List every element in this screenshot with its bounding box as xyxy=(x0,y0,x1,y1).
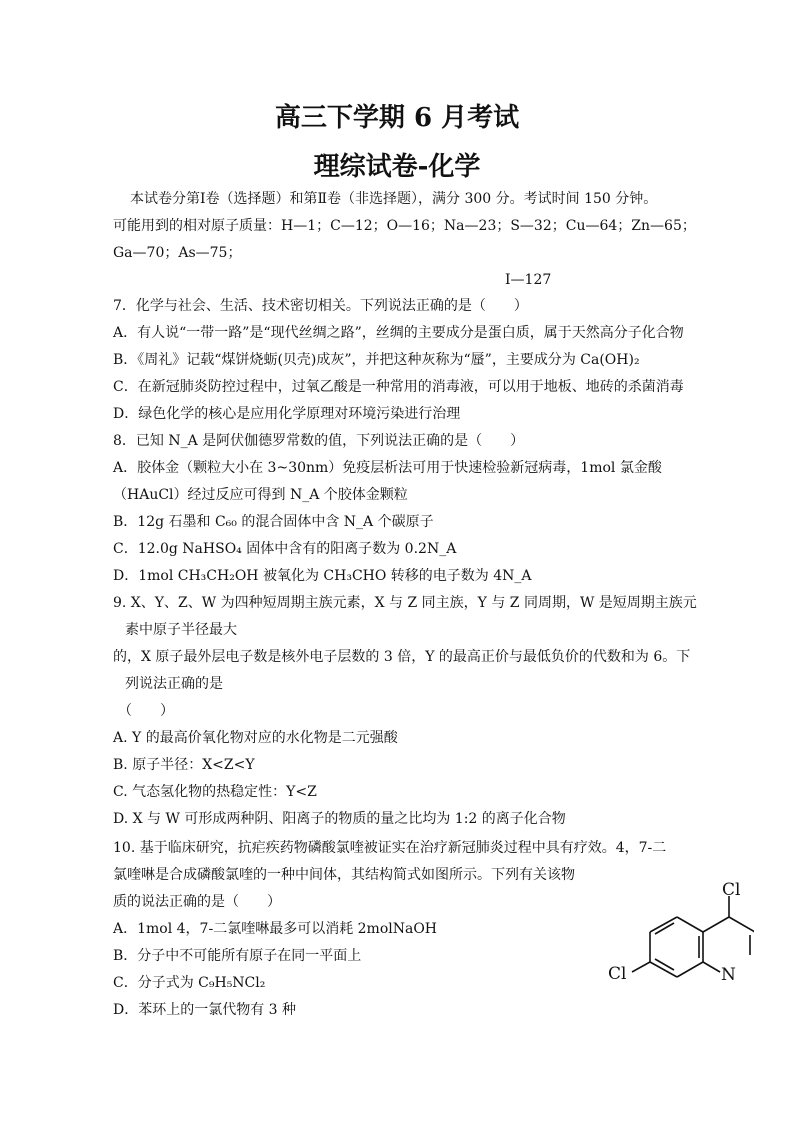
question-7-option-a: A．有人说“一带一路”是“现代丝绸之路”，丝绸的主要成分是蛋白质，属于天然高分子化合物 xyxy=(113,325,684,341)
question-8-option-a: A．胶体金（颗粒大小在 3~30nm）免疫层析法可用于快速检验新冠病毒，1mol 氯金酸 xyxy=(113,460,662,476)
question-9-stem: 素中原子半径最大 xyxy=(125,622,237,638)
question-8-stem: 8．已知 N_A 是阿伏伽德罗常数的值，下列说法正确的是（ ） xyxy=(113,433,525,449)
intro-line: I—127 xyxy=(505,272,552,288)
intro-line: Ga—70；As—75； xyxy=(113,245,242,261)
page-subtitle: 理综试卷-化学 xyxy=(313,152,481,182)
question-9-stem: 9. X、Y、Z、W 为四种短周期主族元素，X 与 Z 同主族，Y 与 Z 同周期，W 是短周期主族元 xyxy=(113,595,697,611)
question-7-stem: 7．化学与社会、生活、技术密切相关。下列说法正确的是（ ） xyxy=(113,298,528,314)
question-8-option-c: C．12.0g NaHSO₄ 固体中含有的阳离子数为 0.2N_A xyxy=(113,541,457,557)
dichloroquinoline-structure xyxy=(604,878,754,988)
page-title: 高三下学期 6 月考试 xyxy=(274,103,520,133)
question-8-option-d: D．1mol CH₃CH₂OH 被氧化为 CH₃CHO 转移的电子数为 4N_A xyxy=(113,568,532,584)
question-7-option-d: D．绿色化学的核心是应用化学原理对环境污染进行治理 xyxy=(113,406,461,422)
question-10-stem: 氯喹啉是合成磷酸氯喹的一种中间体，其结构简式如图所示。下列有关该物 xyxy=(113,867,575,883)
question-9-answer-bracket: （ ） xyxy=(118,703,174,719)
question-10-option-c: C．分子式为 C₉H₅NCl₂ xyxy=(113,975,266,991)
question-9-option-a: A. Y 的最高价氧化物对应的水化物是二元强酸 xyxy=(113,730,398,746)
intro-line: 本试卷分第Ⅰ卷（选择题）和第Ⅱ卷（非选择题），满分 300 分。考试时间 150 分钟。 xyxy=(130,191,658,207)
question-9-stem: 列说法正确的是 xyxy=(125,676,223,692)
question-10-option-a: A．1mol 4，7-二氯喹啉最多可以消耗 2molNaOH xyxy=(113,921,438,937)
structure-cl-top-label: Cl xyxy=(722,880,741,900)
question-10-option-d: D．苯环上的一氯代物有 3 种 xyxy=(113,1002,297,1018)
question-9-option-b: B. 原子半径：X<Z<Y xyxy=(113,757,255,773)
question-10-stem: 质的说法正确的是（ ） xyxy=(113,894,281,910)
question-7-option-c: C．在新冠肺炎防控过程中，过氧乙酸是一种常用的消毒液，可以用于地板、地砖的杀菌消毒 xyxy=(113,379,684,395)
question-9-stem: 的，X 原子最外层电子数是核外电子层数的 3 倍，Y 的最高正价与最低负价的代数和为 6。下 xyxy=(113,649,691,665)
question-9-option-d: D. X 与 W 可形成两种阴、阳离子的物质的量之比均为 1:2 的离子化合物 xyxy=(113,811,566,827)
question-8-option-a-cont: （HAuCl）经过反应可得到 N_A 个胶体金颗粒 xyxy=(113,487,408,503)
structure-cl-left-label: Cl xyxy=(608,964,627,984)
question-9-option-c: C. 气态氢化物的热稳定性：Y<Z xyxy=(113,784,317,800)
question-7-option-b: B．《周礼》记载“煤饼烧蛎(贝壳)成灰”，并把这种灰称为“蜃”，主要成分为 Ca(OH)₂ xyxy=(113,352,640,368)
structure-n-label: N xyxy=(721,965,736,985)
question-10-stem: 10. 基于临床研究，抗疟疾药物磷酸氯喹被证实在治疗新冠肺炎过程中具有疗效。4，7-二 xyxy=(113,840,667,856)
question-10-option-b: B．分子中不可能所有原子在同一平面上 xyxy=(113,948,362,964)
question-8-option-b: B．12g 石墨和 C₆₀ 的混合固体中含 N_A 个碳原子 xyxy=(113,514,434,530)
intro-line: 可能用到的相对原子质量：H—1；C—12；O—16；Na—23；S—32；Cu—64；Zn—65； xyxy=(113,218,696,234)
